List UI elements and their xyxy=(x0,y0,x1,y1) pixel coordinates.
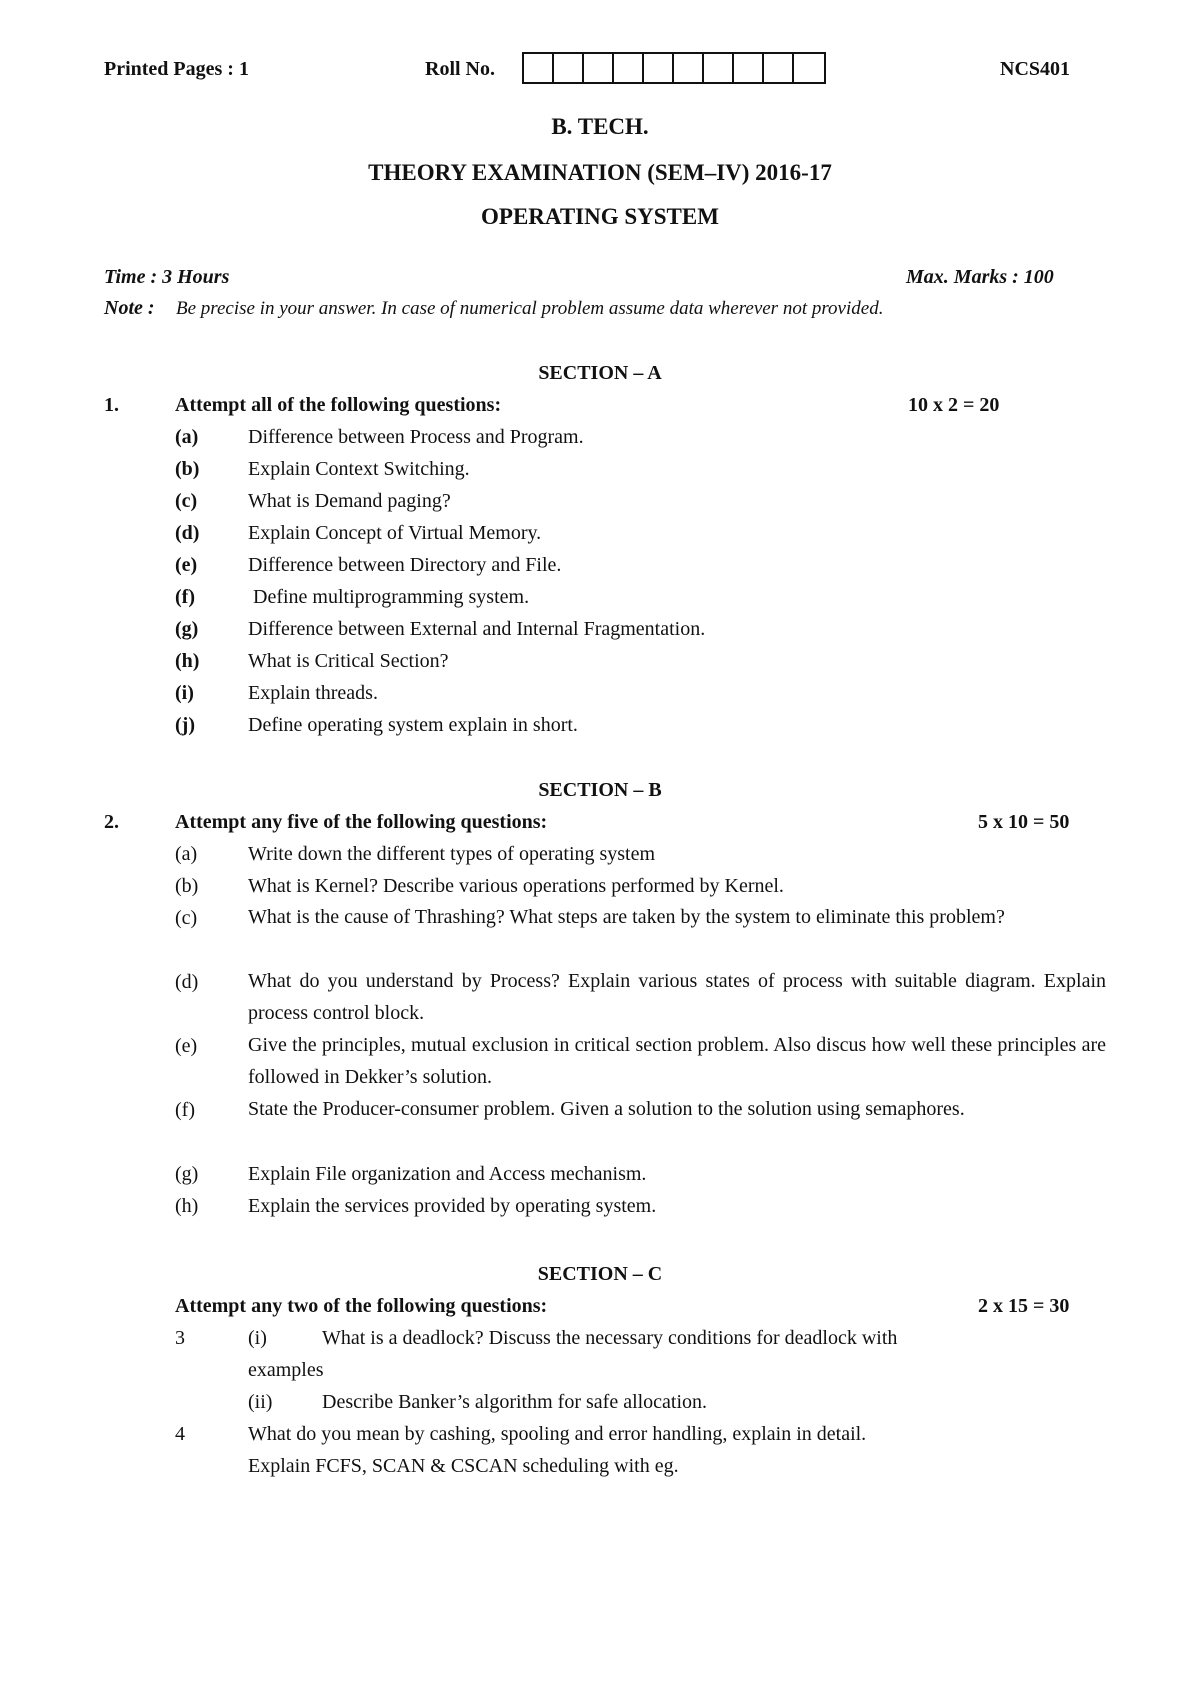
question-3-i-text-continued: examples xyxy=(248,1359,324,1381)
question-text: What is the cause of Thrashing? What steps are taken by the system to eliminate this problem? xyxy=(248,906,1005,928)
question-label: (c) xyxy=(175,490,198,512)
question-label: (f) xyxy=(175,586,195,608)
roll-no-box xyxy=(614,54,644,82)
subject-title: OPERATING SYSTEM xyxy=(481,204,719,229)
question-text: Explain Concept of Virtual Memory. xyxy=(248,522,542,544)
question-text: Define multiprogramming system. xyxy=(248,586,530,608)
section-b-marks: 5 x 10 = 50 xyxy=(978,811,1070,833)
question-3-ii-label: (ii) xyxy=(248,1391,273,1413)
section-c-instruction: Attempt any two of the following questions: xyxy=(175,1295,548,1317)
question-label: (i) xyxy=(175,682,194,704)
question-text: What is Demand paging? xyxy=(248,490,451,512)
section-c-marks: 2 x 15 = 30 xyxy=(978,1295,1070,1317)
question-3-number: 3 xyxy=(175,1327,185,1349)
section-b-instruction: Attempt any five of the following questions: xyxy=(175,811,548,833)
note-label: Note : xyxy=(104,297,155,319)
question-text: Difference between External and Internal Fragmentation. xyxy=(248,618,706,640)
question-text: Explain File organization and Access mechanism. xyxy=(248,1163,647,1185)
question-text: State the Producer-consumer problem. Given a solution to the solution using semaphores. xyxy=(248,1098,965,1120)
question-text: Difference between Directory and File. xyxy=(248,554,562,576)
section-b-heading: SECTION – B xyxy=(538,779,662,801)
question-label: (b) xyxy=(175,875,199,897)
question-2-number: 2. xyxy=(104,811,119,833)
roll-no-box xyxy=(674,54,704,82)
roll-no-label: Roll No. xyxy=(425,58,495,80)
time-allowed: Time : 3 Hours xyxy=(104,266,230,288)
question-3-i-text: What is a deadlock? Discuss the necessary conditions for deadlock with xyxy=(322,1327,898,1349)
question-4-text: What do you mean by cashing, spooling and error handling, explain in detail. xyxy=(248,1423,867,1445)
question-3-ii-text: Describe Banker’s algorithm for safe allocation. xyxy=(322,1391,708,1413)
question-label: (b) xyxy=(175,458,200,480)
exam-title: THEORY EXAMINATION (SEM–IV) 2016-17 xyxy=(368,160,832,185)
question-label: (e) xyxy=(175,1035,198,1057)
question-label: (h) xyxy=(175,1195,199,1217)
question-text: Explain threads. xyxy=(248,682,378,704)
roll-no-box xyxy=(524,54,554,82)
question-label: (j) xyxy=(175,714,195,736)
printed-pages: Printed Pages : 1 xyxy=(104,58,249,80)
question-4-number: 4 xyxy=(175,1423,185,1445)
question-text: What is Critical Section? xyxy=(248,650,449,672)
roll-no-box xyxy=(704,54,734,82)
question-text: What is Kernel? Describe various operations performed by Kernel. xyxy=(248,875,784,897)
question-label: (c) xyxy=(175,907,198,929)
roll-no-box xyxy=(794,54,824,82)
section-c-heading: SECTION – C xyxy=(537,1263,663,1285)
question-label: (a) xyxy=(175,426,199,448)
roll-no-box xyxy=(554,54,584,82)
question-text: Write down the different types of operating system xyxy=(248,843,656,865)
question-label: (e) xyxy=(175,554,198,576)
question-label: (f) xyxy=(175,1099,195,1121)
roll-no-box xyxy=(644,54,674,82)
question-text: Explain the services provided by operating system. xyxy=(248,1195,657,1217)
question-1-number: 1. xyxy=(104,394,119,416)
degree-title: B. TECH. xyxy=(551,114,649,139)
note-text: Be precise in your answer. In case of numerical problem assume data wherever not provided. xyxy=(176,298,884,319)
section-a-marks: 10 x 2 = 20 xyxy=(908,394,1000,416)
max-marks: Max. Marks : 100 xyxy=(906,266,1054,288)
question-text: Explain Context Switching. xyxy=(248,458,470,480)
roll-no-boxes xyxy=(522,52,826,84)
question-3-i-label: (i) xyxy=(248,1327,267,1349)
section-a-heading: SECTION – A xyxy=(538,362,662,384)
question-label: (g) xyxy=(175,1163,199,1185)
question-label: (a) xyxy=(175,843,198,865)
question-text: Define operating system explain in short. xyxy=(248,714,578,736)
paper-code: NCS401 xyxy=(1000,58,1071,80)
question-text: What do you understand by Process? Explain various states of process with suitable diagram. Explain process control block. xyxy=(248,970,1106,1024)
question-text: Give the principles, mutual exclusion in critical section problem. Also discus how well these principles are followed in Dekker’s solution. xyxy=(248,1034,1106,1088)
section-a-instruction: Attempt all of the following questions: xyxy=(175,394,502,416)
question-label: (h) xyxy=(175,650,200,672)
question-4-text-continued: Explain FCFS, SCAN & CSCAN scheduling with eg. xyxy=(248,1455,679,1477)
question-label: (d) xyxy=(175,522,200,544)
roll-no-box xyxy=(764,54,794,82)
question-label: (g) xyxy=(175,618,199,640)
roll-no-box xyxy=(734,54,764,82)
roll-no-box xyxy=(584,54,614,82)
question-label: (d) xyxy=(175,971,199,993)
question-text: Difference between Process and Program. xyxy=(248,426,584,448)
